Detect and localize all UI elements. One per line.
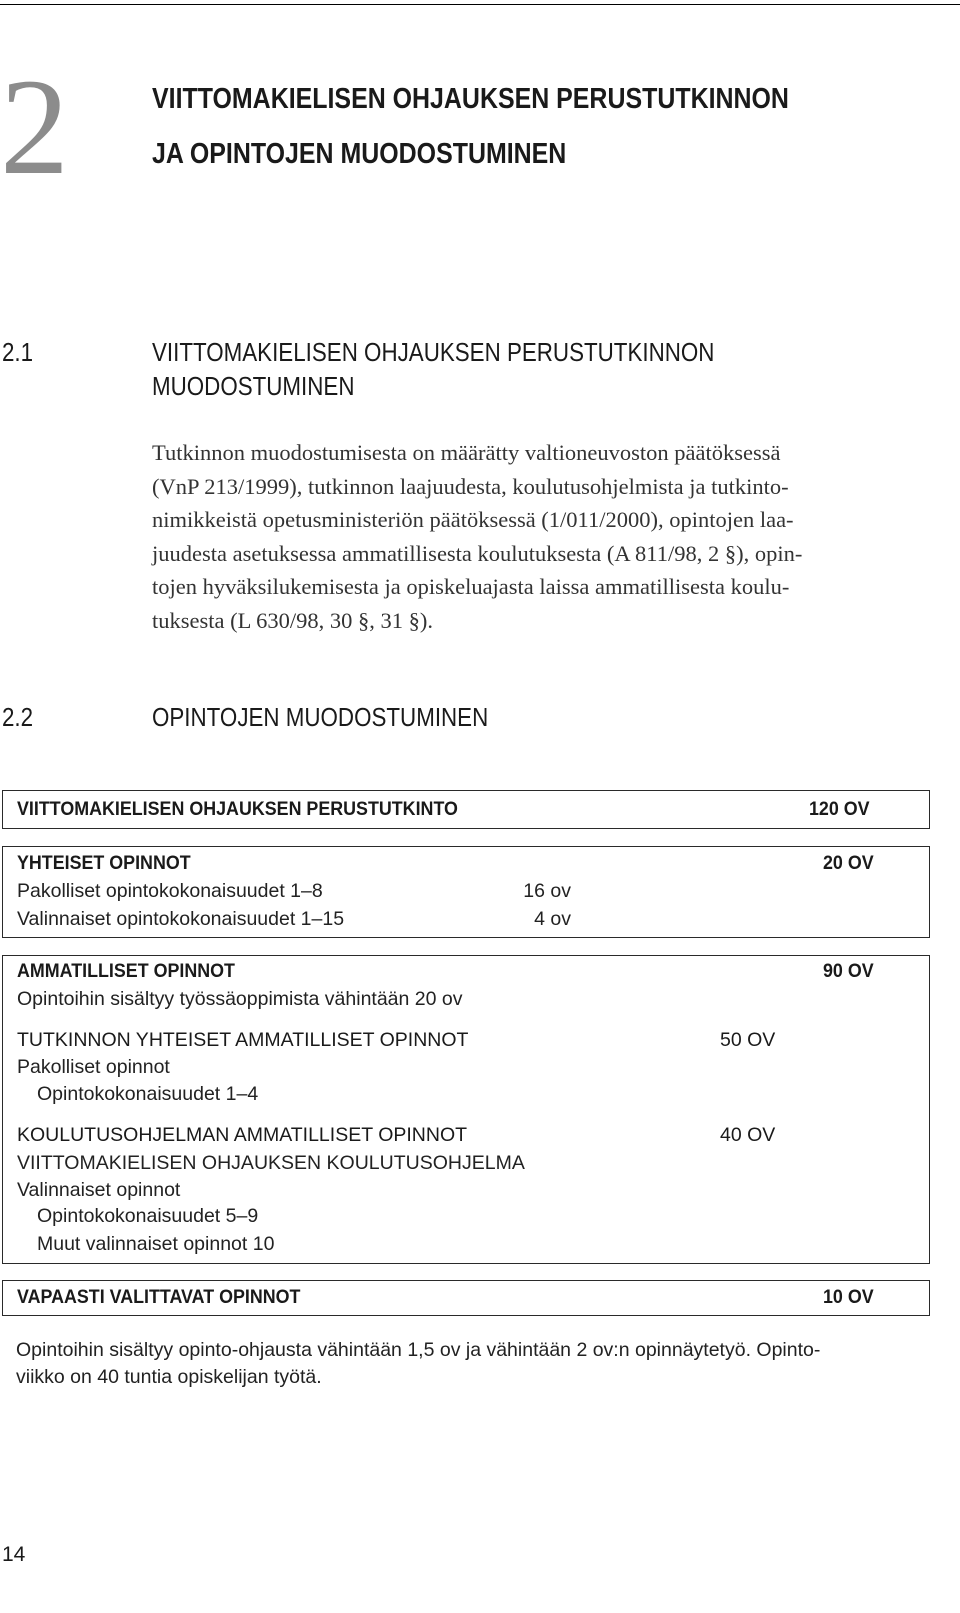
- free-choice-box: [2, 1280, 930, 1316]
- common-studies-label: YHTEISET OPINNOT: [17, 853, 191, 874]
- section-number: 2.1: [2, 337, 34, 367]
- programme-label: KOULUTUSOHJELMAN AMMATILLISET OPINNOT: [17, 1124, 468, 1146]
- footnote-line: Opintoihin sisältyy opinto-ohjausta vähintään 1,5 ov ja vähintään 2 ov:n opinnäytetyö. Opinto-: [16, 1339, 821, 1361]
- programme-name: VIITTOMAKIELISEN OHJAUKSEN KOULUTUSOHJELMA: [17, 1152, 525, 1174]
- section-title: OPINTOJEN MUODOSTUMINEN: [152, 702, 489, 732]
- programme-item: Muut valinnaiset opinnot 10: [37, 1233, 275, 1255]
- chapter-title-line1: VIITTOMAKIELISEN OHJAUKSEN PERUSTUTKINNON: [152, 83, 789, 115]
- work-learning-note: Opintoihin sisältyy työssäoppimista vähintään 20 ov: [17, 988, 463, 1010]
- section-number: 2.2: [2, 702, 34, 732]
- chapter-number: 2: [0, 50, 69, 203]
- vocational-studies-box: [2, 955, 930, 1264]
- common-studies-value: 20 OV: [823, 853, 874, 874]
- section-body-paragraph: [152, 436, 922, 637]
- paragraph-line: (VnP 213/1999), tutkinnon laajuudesta, koulutusohjelmista ja tutkinto-: [152, 473, 789, 499]
- paragraph-line: tuksesta (L 630/98, 30 §, 31 §).: [152, 607, 434, 633]
- paragraph-line: nimikkeistä opetusministeriön päätöksessä (1/011/2000), opintojen laa-: [152, 507, 794, 532]
- degree-total-box: [2, 790, 930, 829]
- common-row-value: 16 ov: [523, 880, 571, 902]
- common-vocational-item: Opintokokonaisuudet 1–4: [37, 1083, 259, 1105]
- section-title-line1: VIITTOMAKIELISEN OHJAUKSEN PERUSTUTKINNON: [152, 337, 715, 367]
- common-row-label: Valinnaiset opintokokonaisuudet 1–15: [17, 908, 345, 930]
- top-rule: [0, 4, 960, 5]
- common-vocational-sub: Pakolliset opinnot: [17, 1056, 170, 1078]
- degree-total-label: VIITTOMAKIELISEN OHJAUKSEN PERUSTUTKINTO: [17, 799, 458, 820]
- paragraph-line: tojen hyväksilukemisesta ja opiskeluajasta laissa ammatillisesta koulu-: [152, 574, 790, 599]
- footnote-line: viikko on 40 tuntia opiskelijan työtä.: [16, 1366, 322, 1388]
- paragraph-line: juudesta asetuksessa ammatillisesta koulutuksesta (A 811/98, 2 §), opin-: [152, 540, 803, 566]
- chapter-title-line2: JA OPINTOJEN MUODOSTUMINEN: [152, 138, 567, 170]
- common-vocational-value: 50 OV: [720, 1029, 776, 1051]
- vocational-studies-value: 90 OV: [823, 961, 874, 982]
- common-row-label: Pakolliset opintokokonaisuudet 1–8: [17, 880, 323, 902]
- free-choice-value: 10 OV: [823, 1287, 874, 1308]
- programme-item: Opintokokonaisuudet 5–9: [37, 1205, 259, 1227]
- common-row-value: 4 ov: [534, 908, 571, 930]
- common-studies-box: [2, 846, 930, 938]
- free-choice-label: VAPAASTI VALITTAVAT OPINNOT: [17, 1287, 301, 1308]
- vocational-studies-label: AMMATILLISET OPINNOT: [17, 961, 235, 982]
- programme-value: 40 OV: [720, 1124, 776, 1146]
- paragraph-line: Tutkinnon muodostumisesta on määrätty valtioneuvoston päätöksessä: [152, 440, 781, 465]
- section-title-line2: MUODOSTUMINEN: [152, 371, 355, 401]
- programme-sub: Valinnaiset opinnot: [17, 1179, 181, 1201]
- page-number: 14: [2, 1543, 26, 1566]
- common-vocational-label: TUTKINNON YHTEISET AMMATILLISET OPINNOT: [17, 1029, 469, 1051]
- degree-total-value: 120 OV: [809, 799, 870, 820]
